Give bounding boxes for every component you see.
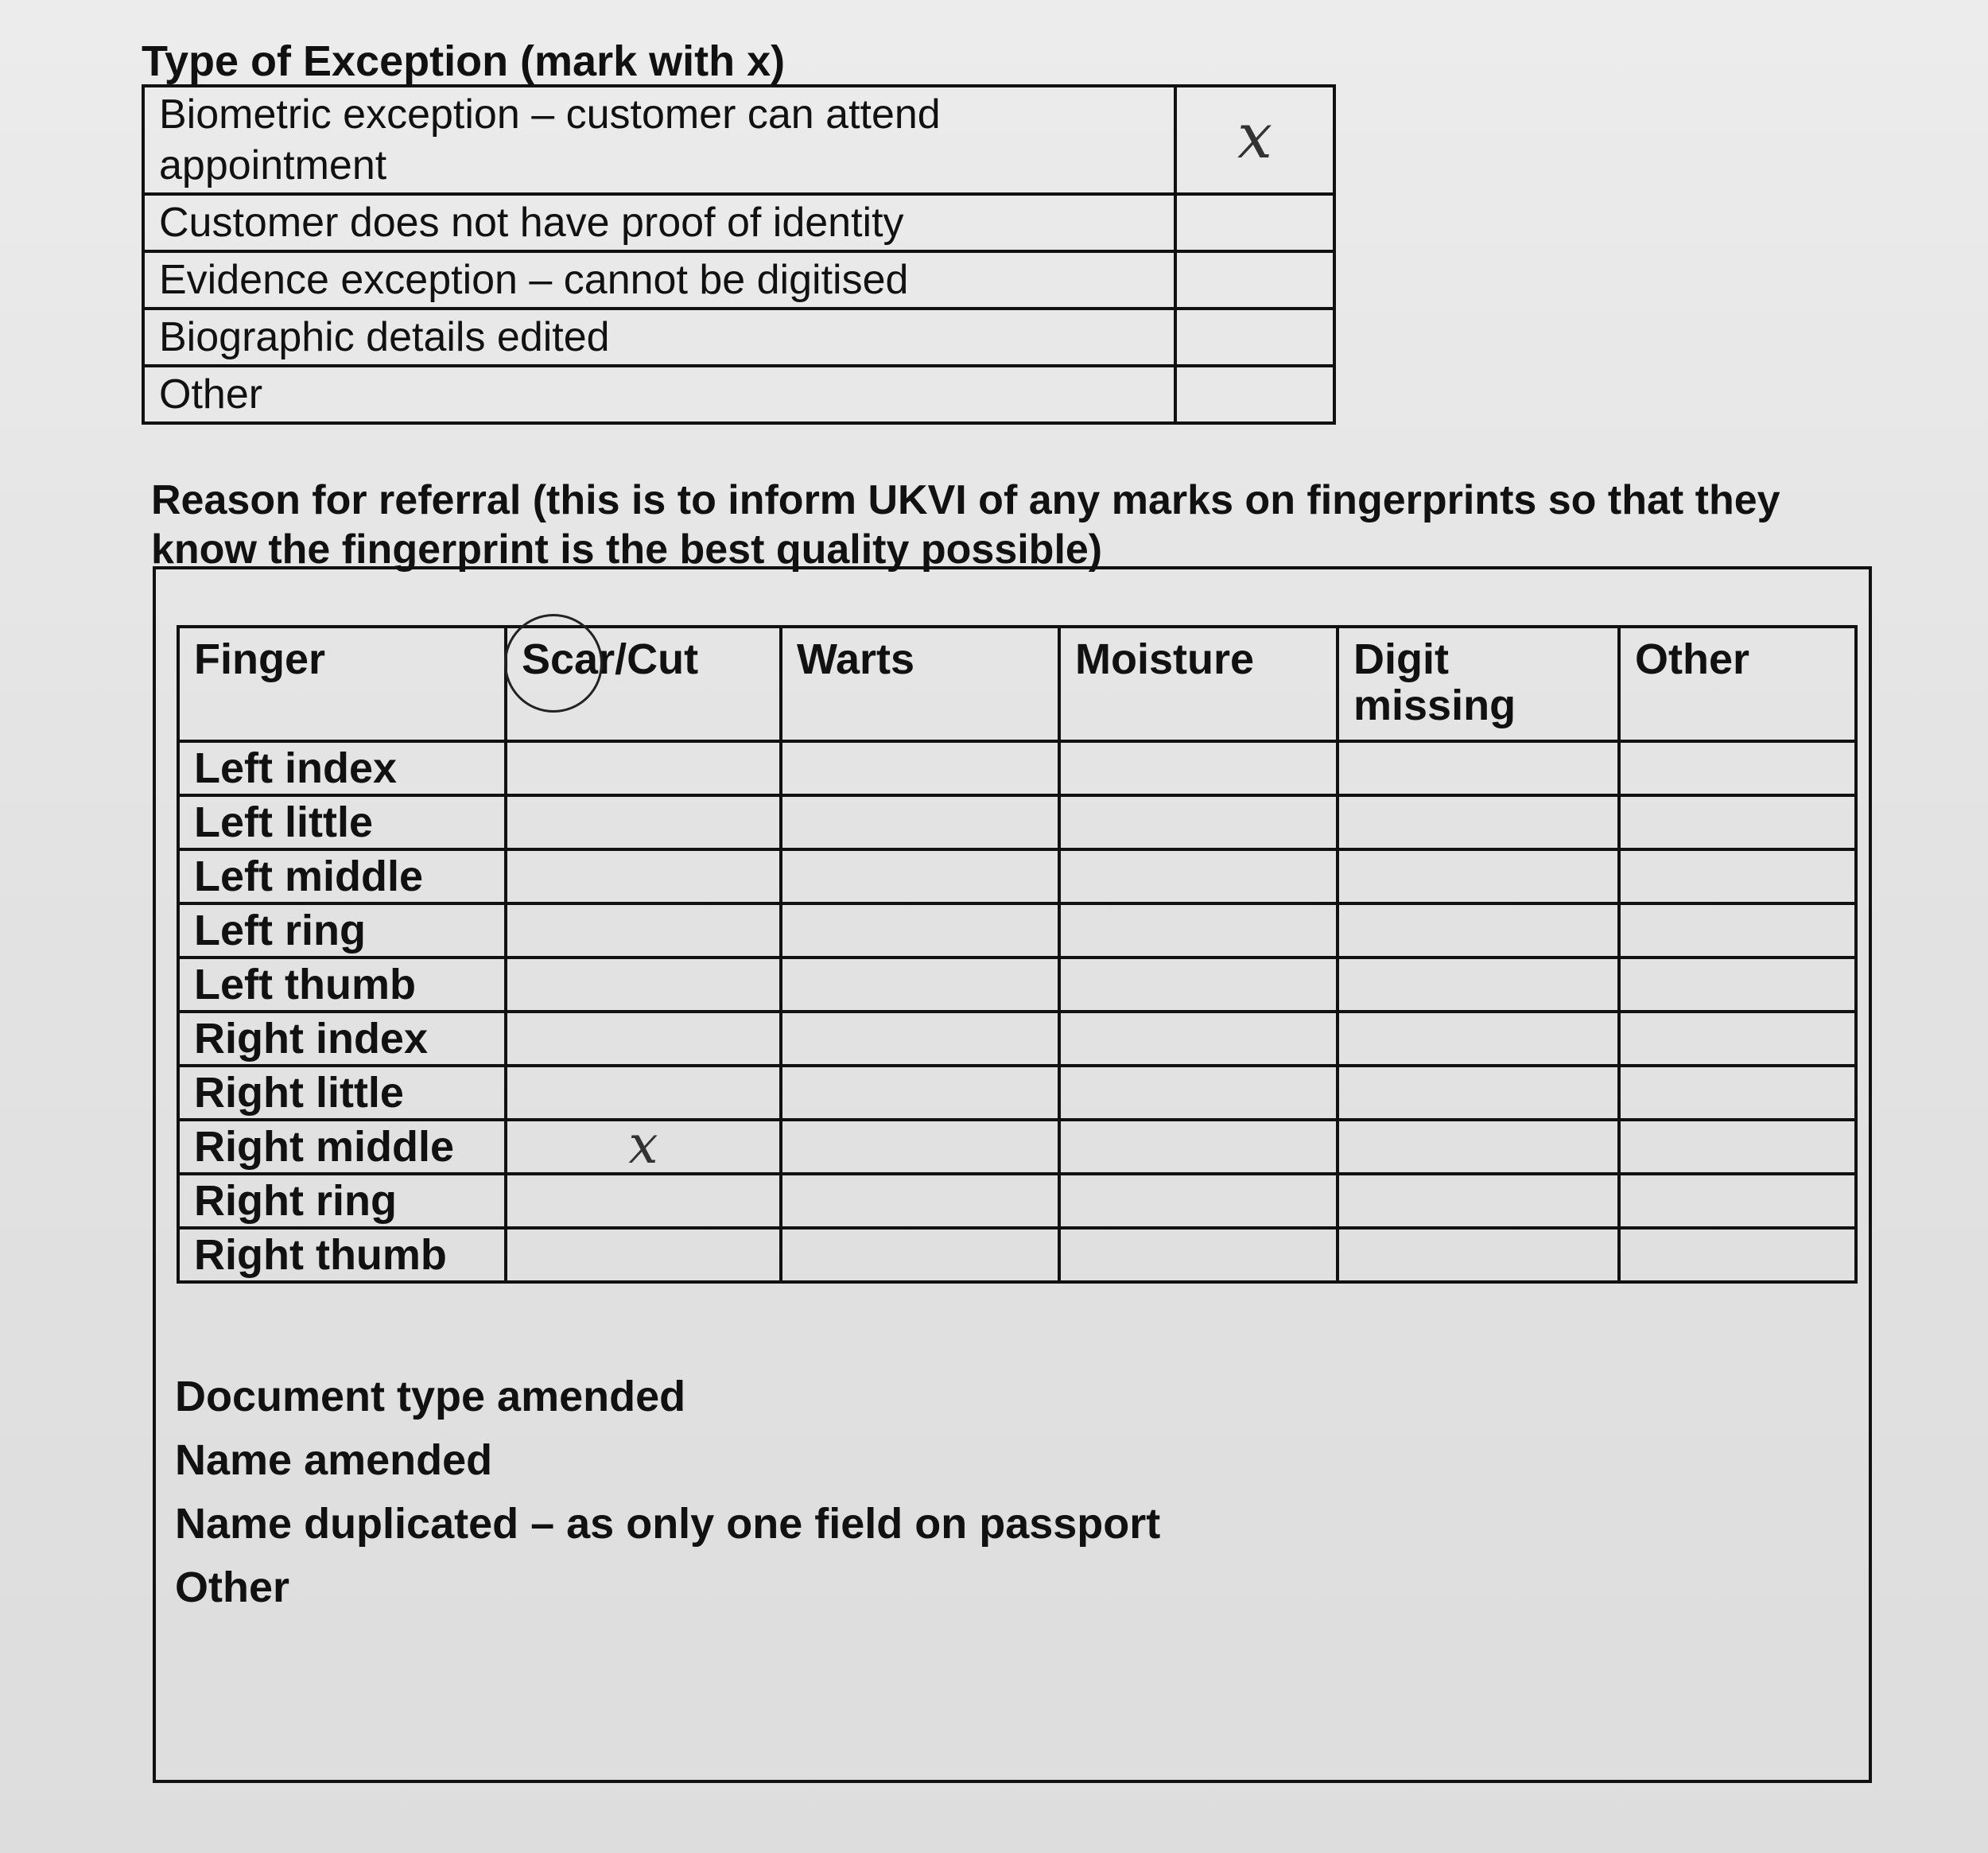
exception-label: Biographic details edited xyxy=(143,309,1175,366)
finger-row xyxy=(178,1066,1856,1120)
finger-mark-cell[interactable] xyxy=(1059,795,1338,849)
finger-mark-cell[interactable] xyxy=(506,1012,781,1066)
finger-mark-cell[interactable] xyxy=(1338,1012,1619,1066)
finger-label: Left middle xyxy=(178,849,506,903)
referral-box xyxy=(153,566,1872,1783)
finger-mark-cell[interactable] xyxy=(1338,849,1619,903)
finger-row xyxy=(178,795,1856,849)
column-header-other: Other xyxy=(1619,627,1856,741)
column-header-scar-cut xyxy=(506,627,781,741)
finger-mark-cell[interactable] xyxy=(1619,958,1856,1012)
finger-label: Right middle xyxy=(178,1120,506,1174)
referral-heading: Reason for referral (this is to inform UKVI of any marks on fingerprints so that they know the fingerprint is the best quality possible) xyxy=(151,477,1780,573)
exception-heading: Type of Exception (mark with x) xyxy=(142,37,786,85)
exception-row xyxy=(143,86,1334,194)
finger-table xyxy=(177,625,1858,1284)
finger-mark-cell[interactable] xyxy=(1338,741,1619,795)
finger-mark-cell[interactable] xyxy=(1338,795,1619,849)
finger-label: Right thumb xyxy=(178,1228,506,1282)
finger-mark-cell[interactable] xyxy=(1619,1066,1856,1120)
column-header-moisture: Moisture xyxy=(1059,627,1338,741)
finger-mark-cell[interactable] xyxy=(781,1012,1059,1066)
finger-mark-cell[interactable] xyxy=(1338,1066,1619,1120)
amendment-name: Name amended xyxy=(175,1436,493,1484)
finger-mark-cell[interactable] xyxy=(781,1174,1059,1228)
finger-label: Left thumb xyxy=(178,958,506,1012)
finger-mark-cell[interactable] xyxy=(506,1114,781,1175)
finger-mark-cell[interactable] xyxy=(1619,903,1856,958)
exception-checkbox[interactable] xyxy=(1175,251,1334,309)
finger-mark-cell[interactable] xyxy=(506,1066,781,1120)
exception-label: Customer does not have proof of identity xyxy=(143,194,1175,251)
finger-row xyxy=(178,903,1856,958)
exception-checkbox[interactable] xyxy=(1175,194,1334,251)
finger-mark-cell[interactable] xyxy=(1059,1066,1338,1120)
circled-header xyxy=(522,636,698,682)
amendment-other: Other xyxy=(175,1564,290,1611)
finger-mark-cell[interactable] xyxy=(781,741,1059,795)
finger-mark-cell[interactable] xyxy=(1338,1120,1619,1174)
finger-mark-cell[interactable] xyxy=(781,1120,1059,1174)
finger-mark-cell[interactable] xyxy=(506,849,781,903)
exception-checkbox[interactable] xyxy=(1175,366,1334,423)
finger-label: Left ring xyxy=(178,903,506,958)
finger-label: Left little xyxy=(178,795,506,849)
finger-mark-cell[interactable] xyxy=(781,903,1059,958)
column-header-digit-missing: Digit missing xyxy=(1338,627,1619,741)
finger-mark-cell[interactable] xyxy=(1338,1174,1619,1228)
finger-mark-cell[interactable] xyxy=(1619,741,1856,795)
handwritten-circle xyxy=(504,614,603,713)
finger-mark-cell[interactable] xyxy=(506,795,781,849)
finger-row xyxy=(178,1228,1856,1282)
finger-mark-cell[interactable] xyxy=(1059,849,1338,903)
finger-mark-cell[interactable] xyxy=(1059,1012,1338,1066)
finger-row xyxy=(178,1012,1856,1066)
finger-mark-cell[interactable] xyxy=(1619,795,1856,849)
amendment-name-duplicated: Name duplicated – as only one field on passport xyxy=(175,1500,1161,1548)
finger-mark-cell[interactable] xyxy=(1619,1012,1856,1066)
finger-row xyxy=(178,1174,1856,1228)
finger-mark-cell[interactable] xyxy=(781,849,1059,903)
finger-mark-cell[interactable] xyxy=(1619,1174,1856,1228)
finger-label: Right little xyxy=(178,1066,506,1120)
finger-mark-cell[interactable] xyxy=(1059,903,1338,958)
finger-mark-cell[interactable] xyxy=(1338,958,1619,1012)
finger-mark-cell[interactable] xyxy=(506,958,781,1012)
finger-mark-cell[interactable] xyxy=(506,1228,781,1282)
finger-mark-cell[interactable] xyxy=(1059,1174,1338,1228)
finger-mark-cell[interactable] xyxy=(1059,1228,1338,1282)
handwritten-x-mark: x xyxy=(628,1114,658,1175)
finger-row xyxy=(178,958,1856,1012)
finger-label: Right index xyxy=(178,1012,506,1066)
finger-mark-cell[interactable] xyxy=(506,741,781,795)
amendment-document-type: Document type amended xyxy=(175,1373,686,1420)
finger-mark-cell[interactable] xyxy=(1619,1228,1856,1282)
finger-mark-cell[interactable] xyxy=(506,903,781,958)
column-header-finger: Finger xyxy=(178,627,506,741)
finger-rows xyxy=(178,741,1856,1282)
handwritten-x-mark: x xyxy=(1237,100,1272,173)
finger-mark-cell[interactable] xyxy=(1059,958,1338,1012)
column-header-warts: Warts xyxy=(781,627,1059,741)
finger-mark-cell[interactable] xyxy=(781,958,1059,1012)
finger-mark-cell[interactable] xyxy=(1059,741,1338,795)
exception-label: Other xyxy=(143,366,1175,423)
finger-row xyxy=(178,741,1856,795)
finger-mark-cell[interactable] xyxy=(781,1066,1059,1120)
exception-checkbox[interactable] xyxy=(1175,309,1334,366)
finger-mark-cell[interactable] xyxy=(781,795,1059,849)
column-header-scar-cut-label: Scar/Cut xyxy=(522,635,699,683)
exception-row xyxy=(143,366,1334,423)
finger-row xyxy=(178,1120,1856,1174)
exception-checkbox[interactable] xyxy=(1175,86,1334,194)
finger-mark-cell[interactable] xyxy=(1059,1120,1338,1174)
finger-mark-cell[interactable] xyxy=(1619,1120,1856,1174)
finger-mark-cell[interactable] xyxy=(1619,849,1856,903)
finger-mark-cell[interactable] xyxy=(781,1228,1059,1282)
finger-label: Right ring xyxy=(178,1174,506,1228)
exception-row xyxy=(143,194,1334,251)
finger-row xyxy=(178,849,1856,903)
finger-mark-cell[interactable] xyxy=(1338,903,1619,958)
finger-label: Left index xyxy=(178,741,506,795)
exception-label: Biometric exception – customer can attend appointment xyxy=(143,86,1175,194)
finger-mark-cell[interactable] xyxy=(1338,1228,1619,1282)
exception-table xyxy=(142,84,1336,425)
exception-row xyxy=(143,251,1334,309)
exception-label: Evidence exception – cannot be digitised xyxy=(143,251,1175,309)
finger-table-header xyxy=(178,627,1856,741)
finger-mark-cell[interactable] xyxy=(506,1174,781,1228)
exception-row xyxy=(143,309,1334,366)
